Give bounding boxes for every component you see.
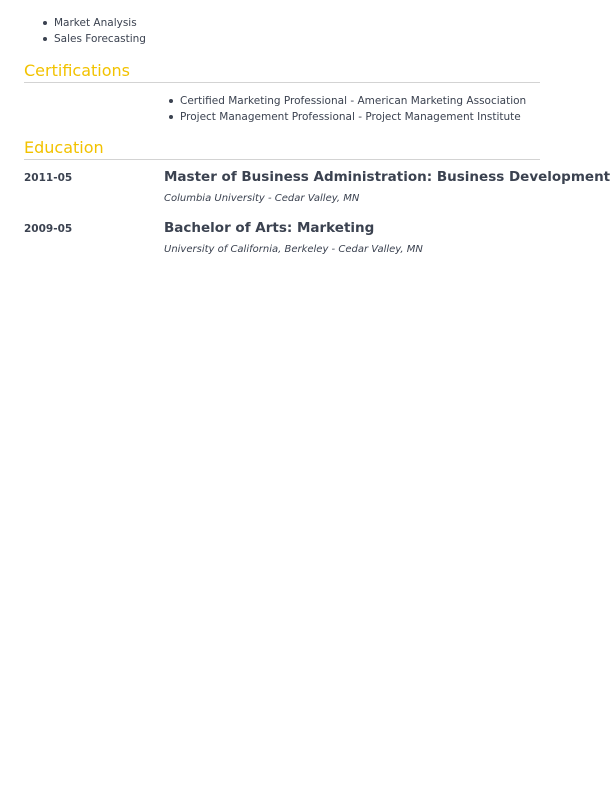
education-degree: Bachelor of Arts: Marketing — [164, 220, 375, 236]
skill-label: Market Analysis — [54, 17, 137, 29]
education-school: University of California, Berkeley - Cedar Valley, MN — [164, 244, 423, 255]
education-date: 2011-05 — [24, 172, 73, 184]
education-school: Columbia University - Cedar Valley, MN — [164, 193, 360, 204]
certification-label: Project Management Professional - Project Management Institute — [180, 111, 521, 123]
certifications-heading: Certifications — [24, 61, 130, 80]
bullet-icon — [169, 99, 173, 103]
list-item — [180, 109, 526, 125]
education-date: 2009-05 — [24, 223, 73, 235]
bullet-icon — [169, 115, 173, 119]
certifications-list — [180, 93, 526, 125]
education-heading: Education — [24, 138, 104, 157]
certification-label: Certified Marketing Professional - American Marketing Association — [180, 95, 527, 107]
section-divider — [24, 159, 540, 160]
section-divider — [24, 82, 540, 83]
bullet-icon — [43, 37, 47, 41]
skill-label: Sales Forecasting — [54, 33, 146, 45]
list-item — [54, 31, 146, 47]
list-item — [54, 15, 146, 31]
bullet-icon — [43, 21, 47, 25]
skills-list — [54, 15, 146, 47]
list-item — [180, 93, 526, 109]
education-degree: Master of Business Administration: Business Development — [164, 169, 611, 185]
